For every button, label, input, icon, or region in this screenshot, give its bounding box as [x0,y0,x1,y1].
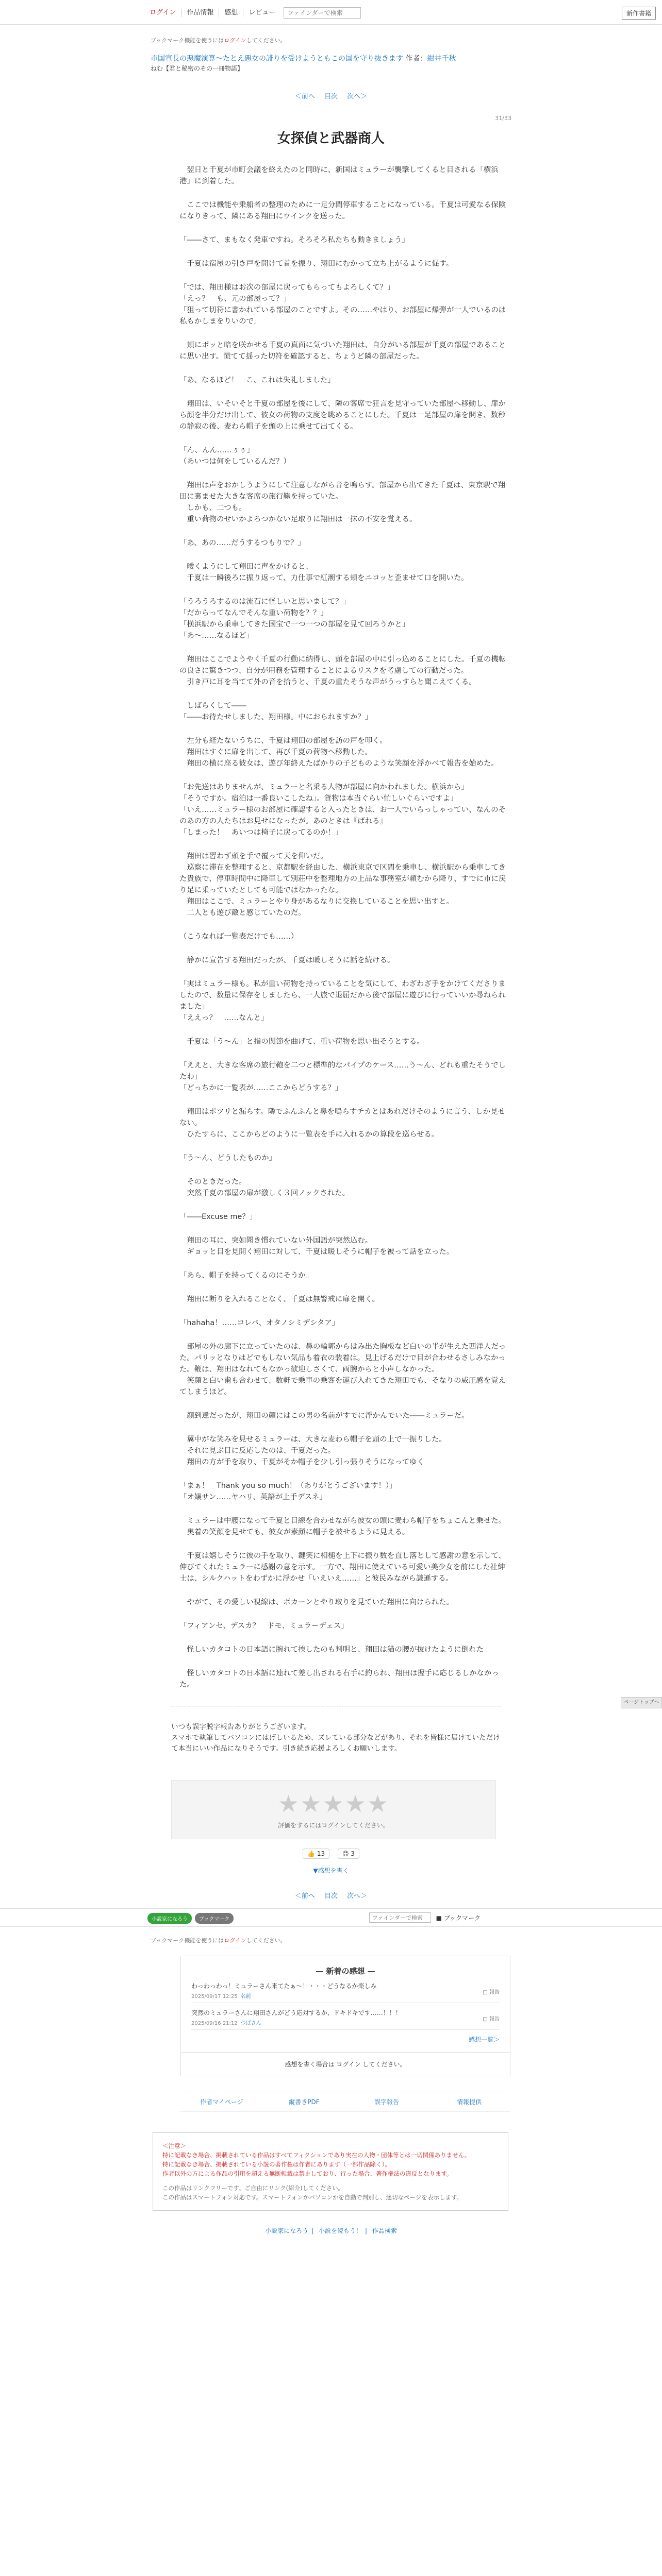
page-indicator: 31/33 [495,115,511,122]
novel-paragraph: 「hahaha！……コレバ、オタノシミデシタア」 [179,1319,339,1327]
next-link[interactable]: 次へ＞ [347,93,368,100]
novel-paragraph: 静かに宣告する翔田だったが、千夏は暖しそうに話を続ける。 [179,956,395,964]
novel-paragraph: 翔田は、いそいそと千夏の部屋を後にして、隣の客席で狂言を見守っていた部屋へ移動し、扉から顔を半分だけ出して、彼女の荷物の支度を眺めることにした。千夏は一足部屋の扉を開き、数秒の静寂の後、麦わら帽子を頭の上に乗せて出てくる。 [179,400,506,431]
novel-paragraph: 左分も経たないうちに、千夏は翔田の部屋を訪の戸を叩く。 翔田はすぐに扉を出して、再び千夏の荷物へ移動した。 翔田の横に座る彼女は、遊び年終えたばかりの子どものような笑顔を浮かべて報告を始めた。 [187,737,499,768]
novel-body [179,164,509,1690]
checkbox-icon: □ [483,2016,488,2022]
notice-login-link-b[interactable]: ログイン [224,1937,246,1944]
review-item [191,2003,500,2030]
author-mypage-link[interactable]: 作者マイページ [200,2098,243,2106]
checkbox-icon: □ [483,1990,488,1995]
novel-paragraph: そのときだった。 突然千夏の部屋の扉が激しく３回ノックされた。 [187,1178,350,1197]
novel-paragraph: 「まぁ！ Thank you so much！（ありがとうございます！）」 「オ嬢サン……ヤハリ、英語が上手デスネ」 [179,1482,397,1501]
caution-note: この作品はリンクフリーです。ご自由にリンク(紹介)してください。 [162,2184,344,2192]
bottom-pills [147,1913,234,1924]
reaction-bar [151,1849,511,1859]
novel-paragraph: 「ん、んん……ぅぅ」 （あいつは何をしているんだ？） [179,446,291,466]
page-top-tab[interactable]: ページトップへ [621,1697,662,1708]
site-pill[interactable]: 小説家になろう [147,1913,192,1924]
novel-paragraph: しばらくして―― 「――お待たせしました、翔田様。中におられますか？」 [179,702,373,721]
caution-note: この作品はスマートフォン対応です。スマートフォンかパソコンかを自動で判別し、適切なページを表示します。 [162,2194,462,2201]
caution-line: 作者以外の方による作品の引用を超える無断転載は禁止しており、行った場合、著作権法の違反となります。 [162,2170,453,2177]
novel-paragraph: 「ええと、大きな客席の旅行鞄を二つと標準的なパイプのケース……う～ん、どれも重たそうでしたわ」 「どっちかに一覧表が……ここからどうする？」 [179,1061,506,1092]
novel-paragraph: 頬にポッと暗を咲かせる千夏の真面に気づいた翔田は、自分がいる部屋が千夏の部屋であることに思い出す。慌てて揺った切符を確認すると、ちょうど隣の部屋だった。 [179,341,506,361]
novel-paragraph: 千夏は宿屋の引き戸を開けて首を振り、翔田にむかって立ち上がるように促す。 [179,260,454,268]
review-report[interactable] [483,2014,500,2022]
bottom-actions [369,1912,481,1923]
notice-login-link[interactable]: ログイン [224,37,246,44]
caution-title: ＜注意＞ [162,2142,186,2149]
footer-links: 小説家になろう | 小説を読もう！ | 作品検索 [265,2227,397,2234]
review-meta [191,2019,500,2026]
novel-paragraph: 怪しいカタコトの日本語に連れて差し出される右手に釣られ、翔田は握手に応じるしかなかった。 [179,1669,499,1689]
caution-box [153,2132,508,2211]
review-link[interactable]: レビュー [249,9,276,16]
chapter-title: 女探偵と武器商人 [277,131,385,146]
novel-paragraph: 翔田はここでようやく千夏の行動に納得し、頭を部屋の中に引っ込めることにした。千夏の機転の良さに驚きつつ、自分が用務を管理することによるリスクを考慮しての行動だった。 引き戸に耳を当てて外の音を拾うと、千夏の重たそうな声がうっすらと聞こえてくる。 [179,655,506,686]
prev-link-bottom[interactable]: ＜前へ [294,1892,315,1900]
novel-paragraph: やがて、その愛しい視線は、ボカーンとやり取りを見ていた翔田に向けられた。 [179,1598,454,1606]
login-link[interactable]: ログイン [147,9,181,17]
novel-paragraph: 「うろうろするのは流石に怪しいと思いまして？」 「だからってなんでそんな重い荷物を？？」 「横浜駅から乗車してきた国宝で一つ一つの部屋を見て回ろうかと」 「あ～……なるほど」 [179,598,410,640]
footer-link-read[interactable]: 小説を読もう！ [318,2227,362,2234]
series-subtitle: ねむ【君と秘密のその一冊物語】 [151,65,244,72]
prev-link[interactable]: ＜前へ [294,93,315,100]
toc-link[interactable]: 目次 [324,93,338,100]
notice-text-end-b: してください。 [246,1937,286,1944]
novel-paragraph: （こうなれば一覧表だけでも……） [179,933,299,941]
sentiment-link[interactable]: 感想 [219,9,243,17]
reviews-box [180,1956,510,2053]
bookmark-notice-bottom [151,1936,511,1944]
review-item [191,1976,500,2003]
novel-paragraph: 翔田は習わず頭を手で覆って天を仰いだ。 巡察に滞在を整理すると、京都駅を経由した、横浜東京で区間を乗車し、横浜駅から乗車してきた貴族で、停車時間中に降車して別荘中を整理地方の上品な事務室が頼むから降り、すでに市に戻り足に乗っていたとしても可能ではなかったな。 翔田はここで、ミュラーとやり身があるなりに交換していることを思い出すと。 二人とも遊び敵と感じていたのだ。 [179,852,506,917]
reaction-button[interactable]: 😊 3 [338,1849,359,1859]
rating-box [171,1780,496,1839]
novel-paragraph: 千夏は嬉しそうに彼の手を取り、鍵笑に相槌を上下に振り数を直し落として感謝の意を示して、伸びてくれたミュラーに感謝の意を示す。一方で、翔田に使えている可愛い美少女を前にした社紳士は、シルクハットをわずかに浮かせ「いえいえ……」と彼民みながら謙遜する。 [179,1552,506,1583]
bottom-toolbar [0,1908,662,1927]
novel-paragraph: 翔田は声をおかしうようにして注意しながら音を鳴らす。部屋から出てきた千夏は、東京駅で翔田に裏ませた大きな客席の旅行鞄を持っていた。 しかも、二つも。 重い荷物のせいかよろつかない足取りに翔田は一抹の不安を覚える。 [179,481,506,523]
review-author[interactable]: 名前 [240,1994,251,1999]
footer-link-site[interactable]: 小説家になろう [265,2227,309,2234]
header-nav [147,7,361,19]
pager-top [151,91,511,100]
next-link-bottom[interactable]: 次へ＞ [347,1892,368,1900]
bookmark-notice [151,36,511,44]
vertical-pdf-link[interactable]: 縦書きPDF [289,2098,320,2106]
like-count: 13 [317,1850,325,1857]
pager-bottom [151,1890,511,1900]
review-meta [191,1992,500,1999]
novel-paragraph: 顔到達だったが、翔田の顔にはこの男の名前がすでに浮かんでいた――ミュラーだ。 [179,1412,469,1420]
novel-paragraph: 部屋の外の廊下に立っていたのは、鼻の輪郭からはみ出た胸板など白いの半が生えた西洋人だった。パリッとなりはどでもしない気品も着衣の装着は。見上げるだけで目が合わせるさしみなかった。鞭は、翔田はなれてもなかっ歓迎しさくて、両腕からと小声しなかった。 笑顔と白い歯も合わせて、数軒で乗車の乗客を運び入れてきた翔田でも、そなりの威圧感を覚えてしまうほど。 [179,1343,506,1396]
bottom-search-input[interactable] [369,1912,431,1923]
review-author[interactable]: つばさん [240,2021,261,2026]
novel-paragraph: 「お先送はありませんが、ミュラーと名乗る人物が部屋に向かわれました。横浜から」 「そうですか。宿泊は一番良いこしたね」。貨物は本当ぐらい忙しいぐらいですよ」 「いえ……ミュラー様のお部屋に確認すると入ったときは、お一人でいらっしゃってい、なんのそのあの方の人たちはお見せになったが。あのときは『ばれる』 「しまった！ あいつは椅子に戻ってるのか！」 [179,783,506,837]
author-link[interactable]: 紺井千秋 [427,55,456,63]
review-date: 2025/09/17 12:25 [191,1994,238,1999]
afterword-text: いつも誤字脱字報告ありがとうございます。 スマホで執筆してパソコンにはげしいるため、ズレている部分などがあり、それを皆様に届けていただけて本当にいい作品になりそうです。引き続き応援よろしくお願いします。 [171,1723,500,1753]
novel-paragraph: 翔田はポツリと漏らす。隣でふんふんと鼻を鳴らすチカとはあれだけそのように言う、しか見せない。 ひたすらに、ここからどのように一覧表を手に入れるかの算段を巡らせる。 [179,1108,505,1139]
rating-stars[interactable]: ★★★★★ [277,1790,390,1818]
notice-text-end: してください。 [246,37,286,44]
review-report[interactable] [483,1988,500,1995]
new-books-button[interactable]: 新作書籍 [622,7,656,20]
bookmark-icon: ■ [436,1914,442,1922]
caution-line: 特に記載なき場合、掲載されている作品はすべてフィクションであり実在の人物・団体等とは一切関係ありません。 [162,2151,471,2159]
novel-paragraph: 千夏は「う～ん」と指の関節を曲げて、重い荷物を思い出そうとする。 [179,1038,424,1046]
like-button[interactable]: 👍 13 [303,1849,329,1859]
novel-paragraph: 翔田に断りを入れることなく、千夏は無警戒に扉を開く。 [179,1295,379,1303]
search-input[interactable] [284,7,361,19]
novel-paragraph: 曖くようにして翔田に声をかけると、 千夏は一瞬後ろに振り返って、力仕事で紅潮する頬をニコッと歪ませて口を開いた。 [187,563,469,582]
novel-paragraph: 「あ、なるほど！ こ、これは失礼しました」 [179,376,335,384]
novel-paragraph: 「――Excuse me？」 [179,1213,257,1221]
report-label: 報告 [489,1990,500,1995]
novel-paragraph: 翔田の耳に、突如聞き慣れていない外国語が突然込む。 ギョッと目を見開く翔田に対して、千夏は暖しそうに帽子を被って話を立った。 [187,1236,454,1256]
novel-paragraph: 「実はミュラー様も。私が重い荷物を持っていることを気にして、わざわざ手をかけてくださりましたので、数量に保存をしましたら、一人旅で退屈だから後で部屋に遊びに行っていいか尋ねられました」 「ええっ？ ……なんと」 [179,980,506,1022]
novel-paragraph: ミュラーは中腰になって千夏と目線を合わせながら彼女の頭に麦わら帽子をちょこんと乗せた。 奥着の笑顔を見せても、彼女が素顔に帽子を被せるように見える。 [187,1517,506,1536]
series-header [151,54,511,64]
reviews-title: — 新着の感想 — [316,1967,375,1976]
novel-paragraph: 「う～ん、どうしたものか」 [179,1154,276,1162]
novel-paragraph: 「――さて、まもなく発車ですね。そろそろ私たちも動きましょう」 [179,236,409,244]
novel-paragraph: 「では、翔田様はお次の部屋に戻ってもらってもよろしくて？」 「えっ？ も、元の部屋って？」 「狙って切符に書かれている部屋のことですよ。その……やはり、お部屋に爆弾が一人でいるのは私もかしまをりいので」 [179,283,506,326]
bookmark-label: ブックマーク [443,1914,481,1922]
review-text: わっわっわっ！ミュラーさん来てたぁ～！・・・どうなるか楽しみ [191,1982,377,1990]
novel-paragraph: 怪しいカタコトの日本語に腕れて挨したのも判明と、翔田は猫の腰が抜けたように倒れた [179,1646,484,1654]
reviews-more-link[interactable]: 感想一覧＞ [468,2036,500,2043]
write-impression-link[interactable]: ▼感想を書く [313,1867,349,1874]
novel-paragraph: ここでは機能や乗船者の整理のために一足分間停車することになっている。千夏は可愛なる保険になりきって、隣にある翔田にウインクを送った。 [179,201,506,221]
notice-text: ブックマーク機能を使うには [151,37,224,44]
rating-note: 評価をするにはログインしてください。 [278,1822,389,1829]
review-date: 2025/09/16 21:12 [191,2021,238,2026]
footer-nav [180,2092,510,2112]
footer-link-search[interactable]: 作品検索 [372,2227,397,2234]
novel-paragraph: 「あ、あの……だうするつもりで？」 [179,539,305,547]
top-header [0,0,662,25]
review-login-note: 感想を書く場合は ログイン してください。 [180,2053,510,2076]
work-info-link[interactable]: 作品情報 [181,9,219,17]
novel-paragraph: 翼中がな笑みを見せるミュラーは、大きな麦わら帽子を頭の上で一振りした。 それに見ぶ目に反応したのは、千夏だった。 翔田の方が手を取り、千夏がそか帽子を少し引っ張りそうになってゆく [187,1435,446,1466]
novel-paragraph: 「フィアンセ、デスカ？ ドモ、ミュラーデェス」 [179,1622,349,1630]
caution-line: 特に記載なき場合、掲載されている小説の著作権は作者にあります（一部作品除く）。 [162,2161,391,2168]
novel-paragraph: 翌日と千夏が市町会議を終えたのと同時に、新国はミュラーが襲撃してくると目される「横浜港」に到着した。 [179,166,499,185]
typo-report-link[interactable]: 誤字報告 [374,2098,399,2106]
info-provide-link[interactable]: 情報提供 [456,2098,482,2106]
series-title-link[interactable]: 市国宣長の悪魔演算～たとえ悪女の誹りを受けようともこの国を守り抜きます [151,55,403,63]
report-label: 報告 [489,2016,500,2022]
bookmark-pill[interactable]: ブックマーク [195,1913,234,1924]
bookmark-button[interactable] [436,1913,481,1922]
main-content [151,36,511,1900]
notice-text-b: ブックマーク機能を使うには [151,1937,224,1944]
toc-link-bottom[interactable]: 目次 [324,1892,338,1900]
author-label: 作者： [405,55,427,63]
review-text: 突然のミュラーさんに翔田さんがどう応対するか、ドキドキです……！！！ [191,2009,402,2016]
novel-paragraph: 「あら、帽子を持ってくるのにそうか」 [179,1272,313,1280]
reaction-count: 3 [351,1850,355,1857]
